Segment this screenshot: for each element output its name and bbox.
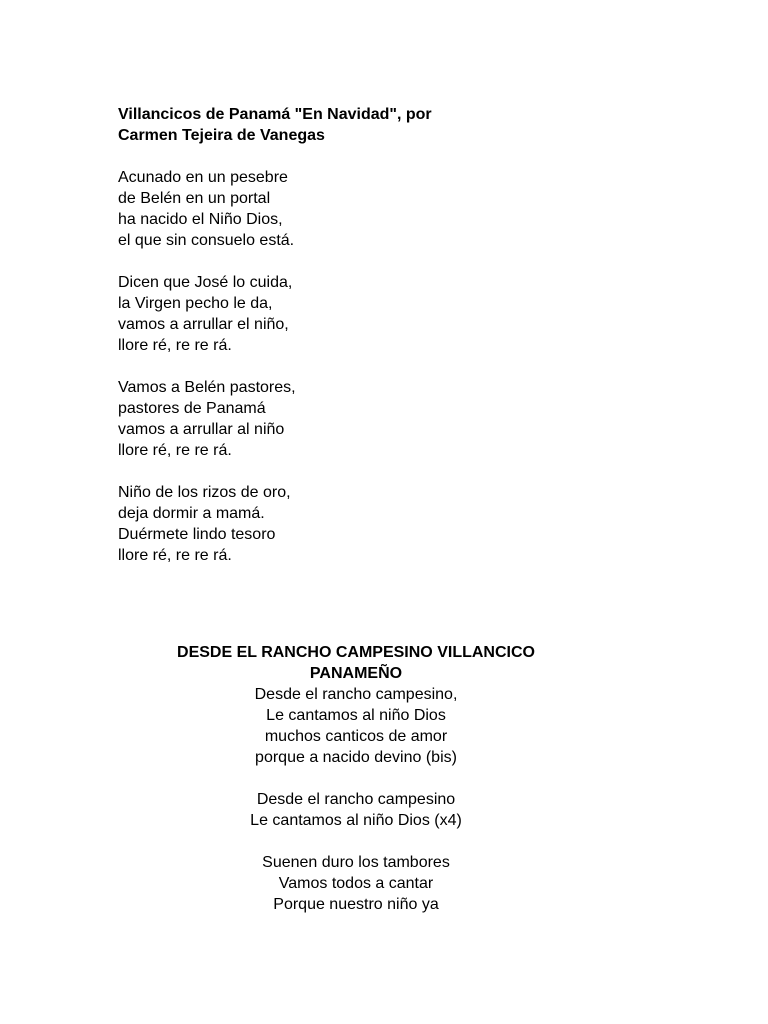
song-title [118, 642, 594, 684]
verse-line: Porque nuestro niño ya [273, 896, 439, 913]
verse-line: Acunado en un pesebre [118, 169, 288, 186]
verse-line: muchos canticos de amor [264, 728, 448, 745]
verse-line: porque a nacido devino (bis) [255, 749, 457, 766]
title-line: Carmen Tejeira de Vanegas [118, 127, 325, 144]
verse-line: de Belén en un portal [118, 190, 271, 207]
verse-line: Vamos todos a cantar [278, 875, 434, 892]
song-title [118, 104, 538, 146]
stanza [118, 272, 538, 356]
song-villancicos-en-navidad [118, 104, 538, 587]
verse-line: Le cantamos al niño Dios [266, 707, 446, 724]
stanza [118, 167, 538, 251]
stanza [118, 789, 594, 831]
verse-line: Le cantamos al niño Dios (x4) [250, 812, 462, 829]
title-line: DESDE EL RANCHO CAMPESINO VILLANCICO [177, 644, 535, 661]
verse-line: vamos a arrullar al niño [118, 421, 285, 438]
verse-line: llore ré, re re rá. [118, 547, 232, 564]
verse-line: Dicen que José lo cuida, [118, 274, 293, 291]
verse-line: Duérmete lindo tesoro [118, 526, 276, 543]
verse-line: vamos a arrullar el niño, [118, 316, 289, 333]
verse-line: ha nacido el Niño Dios, [118, 211, 283, 228]
verse-line: Desde el rancho campesino, [254, 686, 458, 703]
verse-line: Suenen duro los tambores [262, 854, 450, 871]
verse-line: la Virgen pecho le da, [118, 295, 273, 312]
verse-line: Niño de los rizos de oro, [118, 484, 291, 501]
stanza [118, 482, 538, 566]
verse-line: Desde el rancho campesino [256, 791, 456, 808]
verse-line: deja dormir a mamá. [118, 505, 265, 522]
song-desde-el-rancho-campesino [118, 642, 594, 936]
verse-line: Vamos a Belén pastores, [118, 379, 296, 396]
stanza [118, 377, 538, 461]
title-line: Villancicos de Panamá "En Navidad", por [118, 106, 432, 123]
verse-line: llore ré, re re rá. [118, 337, 232, 354]
stanza [118, 684, 594, 768]
title-line: PANAMEÑO [309, 665, 403, 682]
verse-line: llore ré, re re rá. [118, 442, 232, 459]
verse-line: el que sin consuelo está. [118, 232, 295, 249]
verse-line: pastores de Panamá [118, 400, 266, 417]
stanza [118, 852, 594, 915]
